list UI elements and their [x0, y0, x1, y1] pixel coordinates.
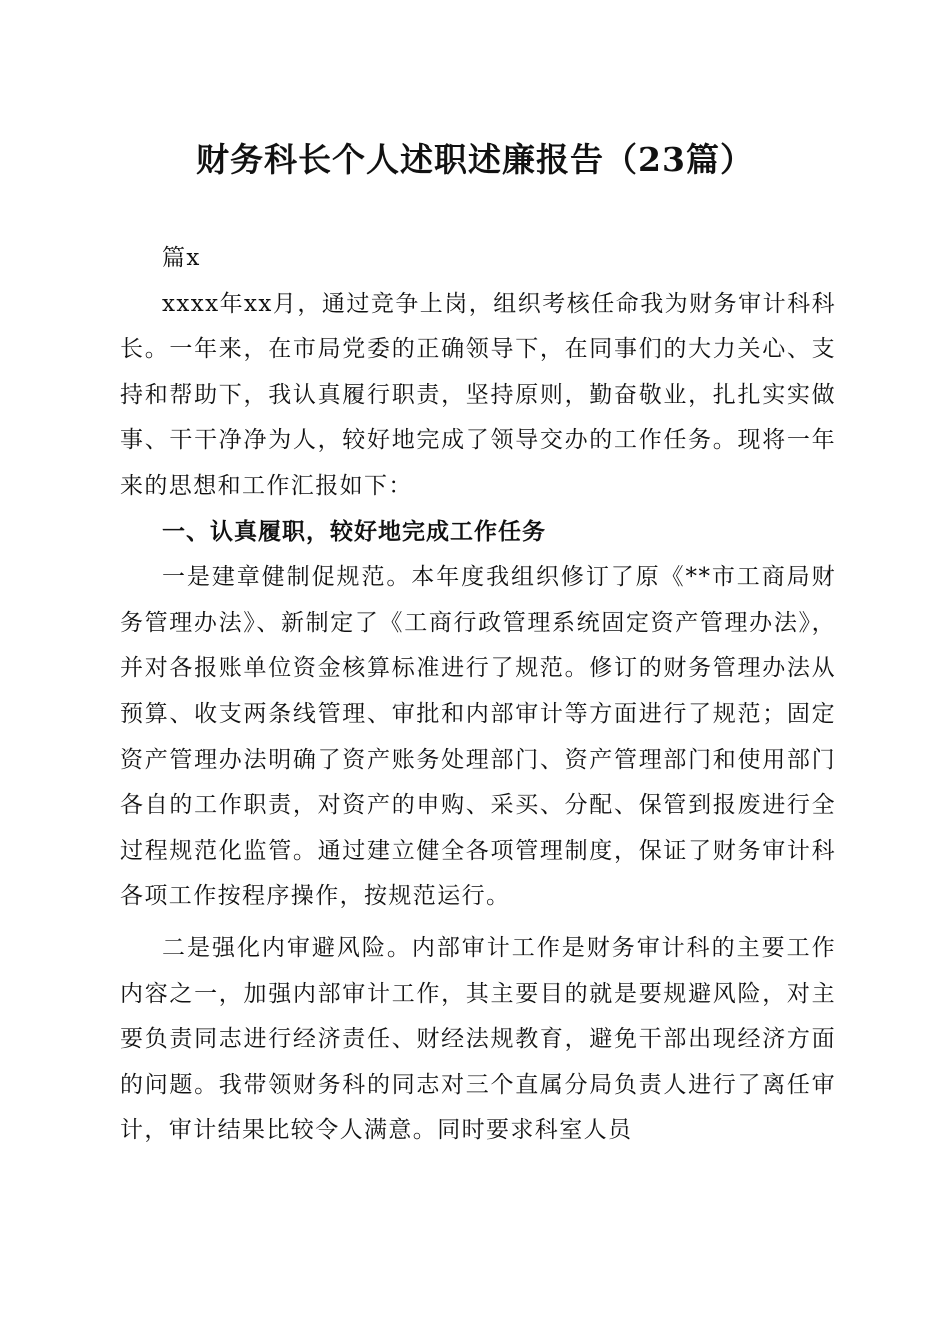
section-heading-1: 一、认真履职，较好地完成工作任务: [162, 518, 546, 545]
document-body: [120, 236, 836, 1154]
document-title: 财务科长个人述职述廉报告（23篇）: [196, 140, 754, 179]
intro-paragraph: xxxx年xx月，通过竞争上岗，组织考核任命我为财务审计科科长。一年来，在市局党委的正确领导下，在同事们的大力关心、支持和帮助下，我认真履行职责，坚持原则，勤奋敬业，扎扎实实做事、干干净净为人，较好地完成了领导交办的工作任务。现将一年来的思想和工作汇报如下：: [120, 290, 836, 499]
section-label: 篇x: [162, 245, 201, 271]
paragraph-2: 二是强化内审避风险。内部审计工作是财务审计科的主要工作内容之一，加强内部审计工作，其主要目的就是要规避风险，对主要负责同志进行经济责任、财经法规教育，避免干部出现经济方面的问题。我带领财务科的同志对三个直属分局负责人进行了离任审计，审计结果比较令人满意。同时要求科室人员: [120, 934, 836, 1144]
paragraph-1: 一是建章健制促规范。本年度我组织修订了原《**市工商局财务管理办法》、新制定了《工商行政管理系统固定资产管理办法》，并对各报账单位资金核算标准进行了规范。修订的财务管理办法从预算、收支两条线管理、审批和内部审计等方面进行了规范；固定资产管理办法明确了资产账务处理部门、资产管理部门和使用部门各自的工作职责，对资产的申购、采买、分配、保管到报废进行全过程规范化监管。通过建立健全各项管理制度，保证了财务审计科各项工作按程序操作，按规范运行。: [120, 564, 836, 910]
